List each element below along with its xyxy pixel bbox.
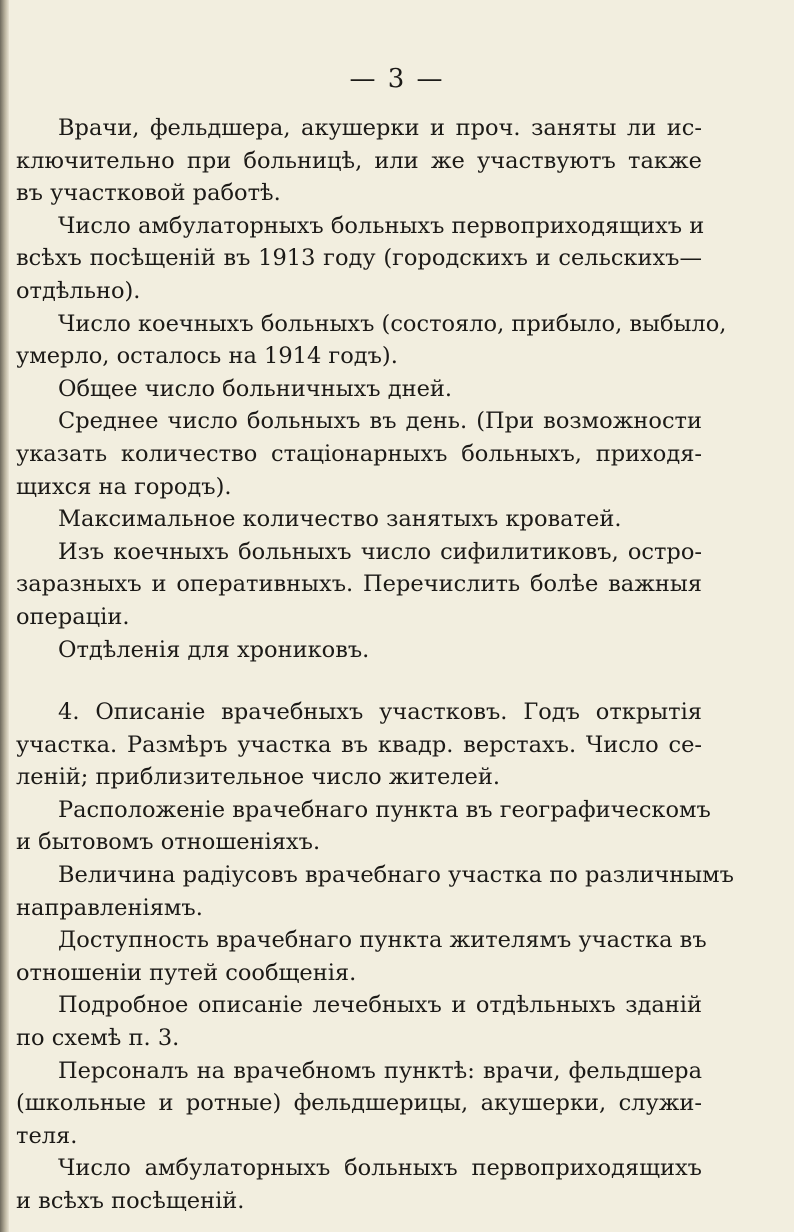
text-line: Расположеніе врачебнаго пункта въ географическомъ (58, 796, 711, 823)
text-line: отношеніи путей сообщенія. (16, 959, 357, 986)
text-line: ключительно при больницѣ, или же участвуютъ также (16, 147, 702, 174)
text-line: и всѣхъ посѣщеній. (16, 1188, 245, 1214)
text-line: Величина радіусовъ врачебнаго участка по различнымъ (58, 862, 734, 889)
text-line: всѣхъ посѣщеній въ 1913 году (городскихъ и сельскихъ— (16, 245, 702, 272)
text-line: леній; приблизительное число жителей. (16, 764, 501, 791)
text-line: теля. (16, 1122, 78, 1149)
text-line: по схемѣ п. 3. (16, 1025, 180, 1052)
text-line: умерло, осталось на 1914 годъ). (16, 343, 398, 370)
text-line: (школьные и ротные) фельдшерицы, акушерки, служи- (16, 1090, 702, 1117)
text-line: въ участковой работѣ. (16, 180, 281, 207)
text-line: указать количество стаціонарныхъ больныхъ, приходя- (16, 440, 702, 467)
text-line: операціи. (16, 603, 130, 630)
text-line: Число амбулаторныхъ больныхъ первоприходящихъ (58, 1155, 702, 1182)
text-line: Врачи, фельдшера, акушерки и проч. заняты ли ис- (58, 115, 702, 141)
text-line: Отдѣленія для хрониковъ. (58, 636, 370, 663)
text-line: Число амбулаторныхъ больныхъ первоприходящихъ и (58, 212, 705, 239)
text-line: щихся на городъ). (16, 473, 232, 500)
text-block-hospital-statistics (16, 112, 727, 666)
text-block-medical-districts (16, 696, 734, 1218)
page-number: — 3 — (349, 64, 445, 94)
text-line: Общее число больничныхъ дней. (58, 375, 453, 402)
text-line: участка. Размѣръ участка въ квадр. верстахъ. Число се- (16, 731, 702, 758)
text-line: Среднее число больныхъ въ день. (При возможности (58, 408, 702, 435)
text-line: Подробное описаніе лечебныхъ и отдѣльныхъ зданій (58, 992, 702, 1019)
page-text (16, 112, 734, 1218)
text-line: и бытовомъ отношеніяхъ. (16, 829, 321, 856)
text-line: отдѣльно). (16, 277, 141, 304)
book-spine-edge (0, 0, 9, 1232)
text-line: Максимальное количество занятыхъ кроватей. (58, 506, 622, 533)
text-line: заразныхъ и оперативныхъ. Перечислить болѣе важныя (16, 571, 702, 598)
text-line: Доступность врачебнаго пункта жителямъ участка въ (58, 927, 707, 954)
text-line: Число коечныхъ больныхъ (состояло, прибыло, выбыло, (58, 310, 727, 337)
text-line: 4. Описаніе врачебныхъ участковъ. Годъ открытія (58, 699, 702, 726)
text-line: Изъ коечныхъ больныхъ число сифилитиковъ, остро- (58, 538, 702, 565)
section-gap (16, 666, 702, 696)
text-line: Персоналъ на врачебномъ пунктѣ: врачи, фельдшера (58, 1057, 702, 1084)
text-line: направленіямъ. (16, 894, 203, 921)
